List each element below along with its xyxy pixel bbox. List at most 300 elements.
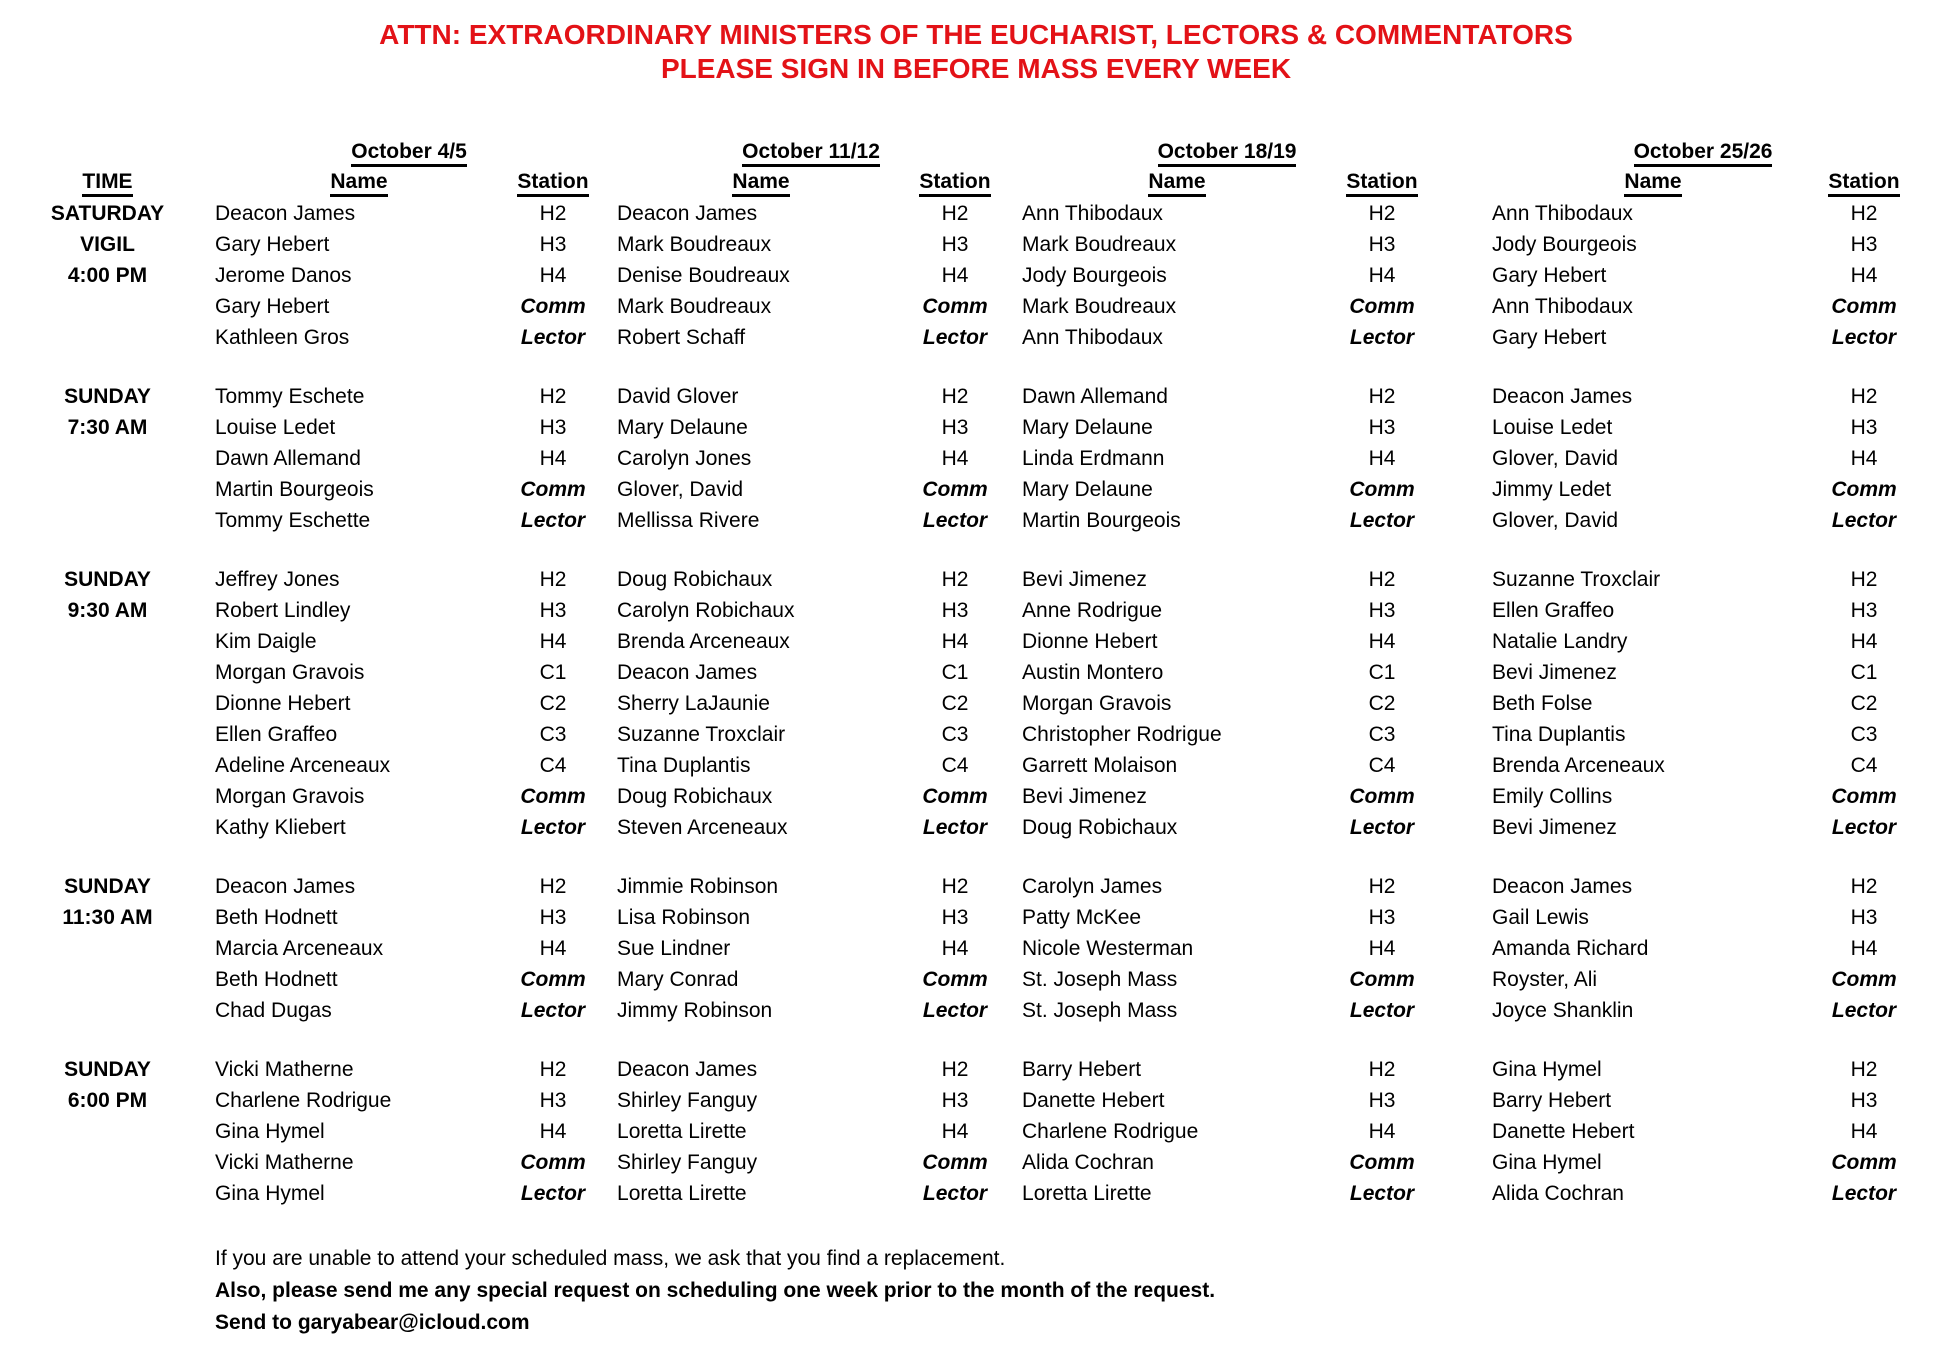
spacer-cell (1432, 474, 1492, 505)
spacer-cell (1914, 812, 1952, 843)
station-cell: C1 (1368, 660, 1396, 684)
spacer-cell (603, 1116, 617, 1147)
spacer-cell (1005, 812, 1022, 843)
spacer-cell (1005, 933, 1022, 964)
station-cell: Comm (520, 477, 586, 501)
ministers-schedule-table (0, 138, 1952, 1209)
spacer-cell (1005, 412, 1022, 443)
minister-name-cell: Jody Bourgeois (1022, 263, 1167, 287)
spacer-cell (1005, 1085, 1022, 1116)
minister-name-cell: Brenda Arceneaux (617, 629, 790, 653)
minister-name-cell: Anne Rodrigue (1022, 598, 1163, 622)
minister-name-cell: Danette Hebert (1492, 1119, 1635, 1143)
spacer-cell (1432, 995, 1492, 1026)
station-cell: H2 (539, 384, 567, 408)
minister-name-cell: Chad Dugas (215, 998, 332, 1022)
date-header-cell (1022, 138, 1432, 168)
spacer-cell (1005, 657, 1022, 688)
spacer-cell (603, 1054, 617, 1085)
station-cell: H3 (1850, 232, 1878, 256)
spacer-cell (603, 812, 617, 843)
spacer-cell (1914, 229, 1952, 260)
spacer-cell (1432, 198, 1492, 229)
spacer-cell (1914, 750, 1952, 781)
time-header-label: TIME (82, 171, 132, 197)
spacer-cell (1914, 1147, 1952, 1178)
station-cell: H2 (941, 201, 969, 225)
station-cell: Comm (520, 1150, 586, 1174)
schedule-row (0, 812, 1952, 843)
spacer-cell (1914, 719, 1952, 750)
spacer-cell (603, 1147, 617, 1178)
station-cell: H4 (941, 263, 969, 287)
spacer-cell (603, 1085, 617, 1116)
minister-name-cell: Bevi Jimenez (1022, 784, 1147, 808)
spacer-cell (0, 353, 1952, 381)
station-cell: C2 (1368, 691, 1396, 715)
minister-name-cell: Louise Ledet (215, 415, 336, 439)
minister-name-cell: Marcia Arceneaux (215, 936, 384, 960)
schedule-row (0, 750, 1952, 781)
spacer-cell (1005, 1147, 1022, 1178)
spacer-cell (1914, 1178, 1952, 1209)
station-cell: H2 (1850, 201, 1878, 225)
spacer-cell (603, 138, 617, 168)
schedule-row (0, 995, 1952, 1026)
minister-name-cell: Gary Hebert (1492, 325, 1607, 349)
date-header-label: October 18/19 (1158, 141, 1297, 167)
schedule-row (0, 1116, 1952, 1147)
station-cell: Comm (1831, 294, 1897, 318)
station-cell: H2 (539, 201, 567, 225)
spacer-cell (1432, 1116, 1492, 1147)
spacer-cell (1432, 871, 1492, 902)
spacer-cell (1432, 750, 1492, 781)
minister-name-cell: Dionne Hebert (1022, 629, 1158, 653)
minister-name-cell: Deacon James (617, 201, 758, 225)
spacer-cell (1432, 657, 1492, 688)
spacer-cell (1005, 260, 1022, 291)
minister-name-cell: Morgan Gravois (1022, 691, 1172, 715)
minister-name-cell: Mary Conrad (617, 967, 739, 991)
minister-name-cell: Glover, David (617, 477, 744, 501)
station-cell: H4 (941, 446, 969, 470)
spacer-cell (1432, 1147, 1492, 1178)
mass-time-cell: SUNDAY (64, 874, 151, 898)
schedule-row (0, 933, 1952, 964)
minister-name-cell: Dionne Hebert (215, 691, 351, 715)
minister-name-cell: Danette Hebert (1022, 1088, 1165, 1112)
station-cell: H2 (1368, 384, 1396, 408)
spacer-cell (1432, 229, 1492, 260)
minister-name-cell: Gary Hebert (1492, 263, 1607, 287)
station-cell: H2 (1368, 567, 1396, 591)
minister-name-cell: Gina Hymel (215, 1181, 325, 1205)
minister-name-cell: Beth Hodnett (215, 905, 338, 929)
minister-name-cell: Deacon James (215, 874, 356, 898)
minister-name-cell: Ann Thibodaux (1492, 294, 1633, 318)
station-cell: C2 (1850, 691, 1878, 715)
minister-name-cell: Mellissa Rivere (617, 508, 760, 532)
station-cell: H3 (1368, 905, 1396, 929)
station-cell: Lector (520, 998, 586, 1022)
spacer-cell (603, 564, 617, 595)
station-cell: C2 (941, 691, 969, 715)
station-cell: H4 (1368, 1119, 1396, 1143)
station-header-cell (1814, 168, 1914, 198)
station-cell: Lector (922, 325, 988, 349)
minister-name-cell: Charlene Rodrigue (215, 1088, 392, 1112)
station-cell: H3 (941, 415, 969, 439)
spacer-cell (1914, 781, 1952, 812)
mass-time-cell (0, 1147, 215, 1178)
spacer-cell (603, 412, 617, 443)
station-cell: C3 (1368, 722, 1396, 746)
mass-time-cell (0, 505, 215, 536)
spacer-cell (603, 871, 617, 902)
spacer-cell (1914, 443, 1952, 474)
spacer-cell (1432, 260, 1492, 291)
minister-name-cell: Jeffrey Jones (215, 567, 340, 591)
spacer-cell (1432, 1085, 1492, 1116)
minister-name-cell: Shirley Fanguy (617, 1088, 758, 1112)
minister-name-cell: Carolyn Robichaux (617, 598, 795, 622)
station-cell: H3 (1850, 1088, 1878, 1112)
minister-name-cell: Steven Arceneaux (617, 815, 788, 839)
minister-name-cell: Mary Delaune (617, 415, 748, 439)
spacer-cell (1005, 964, 1022, 995)
spacer-cell (1914, 260, 1952, 291)
minister-name-cell: Joyce Shanklin (1492, 998, 1634, 1022)
minister-name-cell: Gina Hymel (1492, 1057, 1602, 1081)
minister-name-cell: Dawn Allemand (215, 446, 361, 470)
station-cell: Comm (1349, 1150, 1415, 1174)
title-line-2: PLEASE SIGN IN BEFORE MASS EVERY WEEK (660, 53, 1292, 84)
station-cell: H3 (539, 598, 567, 622)
station-cell: H3 (539, 905, 567, 929)
spacer-cell (1914, 1085, 1952, 1116)
page-title (0, 0, 1952, 86)
name-header-label: Name (330, 171, 387, 197)
minister-name-cell: Gary Hebert (215, 294, 330, 318)
minister-name-cell: Emily Collins (1492, 784, 1613, 808)
spacer-cell (1005, 443, 1022, 474)
schedule-row (0, 657, 1952, 688)
spacer-cell (1914, 1116, 1952, 1147)
spacer-cell (1432, 138, 1492, 168)
spacer-cell (1432, 564, 1492, 595)
mass-time-cell (0, 964, 215, 995)
mass-time-cell: 9:30 AM (67, 598, 148, 622)
minister-name-cell: Linda Erdmann (1022, 446, 1165, 470)
station-cell: H4 (1368, 629, 1396, 653)
minister-name-cell: Bevi Jimenez (1022, 567, 1147, 591)
spacer-cell (1005, 781, 1022, 812)
mass-time-cell (0, 443, 215, 474)
minister-name-cell: Beth Folse (1492, 691, 1593, 715)
station-cell: Lector (1349, 508, 1415, 532)
name-header-label: Name (1624, 171, 1681, 197)
schedule-row (0, 1054, 1952, 1085)
minister-name-cell: Kathy Kliebert (215, 815, 346, 839)
minister-name-cell: Vicki Matherne (215, 1057, 354, 1081)
schedule-row (0, 902, 1952, 933)
minister-name-cell: Gina Hymel (1492, 1150, 1602, 1174)
minister-name-cell: Glover, David (1492, 446, 1619, 470)
station-cell: H3 (1850, 905, 1878, 929)
station-cell: Lector (922, 815, 988, 839)
spacer-cell (1914, 595, 1952, 626)
spacer-cell (603, 933, 617, 964)
spacer-cell (1005, 1116, 1022, 1147)
schedule-row (0, 871, 1952, 902)
station-cell: H3 (1368, 232, 1396, 256)
station-cell: Comm (1349, 967, 1415, 991)
station-cell: H2 (941, 567, 969, 591)
station-header-cell (503, 168, 603, 198)
spacer-cell (1914, 474, 1952, 505)
date-header-label: October 11/12 (742, 141, 880, 167)
block-gap-row (0, 536, 1952, 564)
spacer-cell (1432, 1178, 1492, 1209)
minister-name-cell: Ann Thibodaux (1022, 325, 1163, 349)
station-cell: H4 (539, 1119, 567, 1143)
spacer-cell (1005, 505, 1022, 536)
station-cell: H4 (1368, 446, 1396, 470)
minister-name-cell: Bevi Jimenez (1492, 815, 1617, 839)
name-header-cell (215, 168, 503, 198)
mass-time-cell: SUNDAY (64, 1057, 151, 1081)
spacer-cell (1432, 902, 1492, 933)
station-cell: C4 (1368, 753, 1396, 777)
station-cell: Lector (520, 1181, 586, 1205)
block-gap-row (0, 1026, 1952, 1054)
schedule-row (0, 198, 1952, 229)
minister-name-cell: Barry Hebert (1492, 1088, 1612, 1112)
station-cell: H4 (1368, 936, 1396, 960)
spacer-cell (603, 595, 617, 626)
station-cell: H3 (1368, 415, 1396, 439)
minister-name-cell: Morgan Gravois (215, 784, 365, 808)
minister-name-cell: Martin Bourgeois (1022, 508, 1181, 532)
spacer-cell (1432, 322, 1492, 353)
spacer-cell (1005, 995, 1022, 1026)
spacer-cell (1005, 322, 1022, 353)
station-cell: H2 (539, 1057, 567, 1081)
schedule-row (0, 291, 1952, 322)
minister-name-cell: Mark Boudreaux (617, 232, 772, 256)
station-cell: H2 (941, 1057, 969, 1081)
minister-name-cell: Suzanne Troxclair (1492, 567, 1661, 591)
schedule-row (0, 474, 1952, 505)
station-cell: C1 (539, 660, 567, 684)
spacer-cell (603, 902, 617, 933)
minister-name-cell: Charlene Rodrigue (1022, 1119, 1199, 1143)
minister-name-cell: Ellen Graffeo (1492, 598, 1615, 622)
minister-name-cell: Tommy Eschette (215, 508, 371, 532)
station-cell: H3 (539, 1088, 567, 1112)
station-cell: Lector (1349, 815, 1415, 839)
spacer-cell (1432, 291, 1492, 322)
station-cell: Lector (1831, 815, 1897, 839)
spacer-cell (1914, 381, 1952, 412)
date-header-row (0, 138, 1952, 168)
station-cell: Lector (1349, 1181, 1415, 1205)
minister-name-cell: Tommy Eschete (215, 384, 365, 408)
spacer-cell (603, 381, 617, 412)
minister-name-cell: St. Joseph Mass (1022, 998, 1178, 1022)
spacer-cell (1005, 595, 1022, 626)
minister-name-cell: Alida Cochran (1492, 1181, 1624, 1205)
spacer-cell (1432, 626, 1492, 657)
minister-name-cell: Deacon James (1492, 874, 1633, 898)
spacer-cell (1005, 564, 1022, 595)
spacer-cell (1005, 138, 1022, 168)
spacer-cell (1005, 626, 1022, 657)
spacer-cell (1432, 933, 1492, 964)
schedule-row (0, 1147, 1952, 1178)
mass-time-cell (0, 657, 215, 688)
mass-time-cell (0, 474, 215, 505)
minister-name-cell: Jimmie Robinson (617, 874, 779, 898)
minister-name-cell: Mark Boudreaux (1022, 232, 1177, 256)
station-cell: H3 (539, 232, 567, 256)
minister-name-cell: Alida Cochran (1022, 1150, 1154, 1174)
minister-name-cell: Doug Robichaux (617, 784, 773, 808)
mass-time-cell (0, 291, 215, 322)
station-cell: Comm (1349, 784, 1415, 808)
spacer-cell (1005, 719, 1022, 750)
station-cell: H4 (1850, 629, 1878, 653)
mass-time-cell (0, 719, 215, 750)
spacer-cell (1432, 505, 1492, 536)
spacer-cell (603, 168, 617, 198)
station-cell: Comm (922, 1150, 988, 1174)
spacer-cell (1432, 168, 1492, 198)
spacer-cell (603, 657, 617, 688)
spacer-cell (1914, 505, 1952, 536)
minister-name-cell: Robert Lindley (215, 598, 351, 622)
spacer-cell (1432, 719, 1492, 750)
schedule-row (0, 719, 1952, 750)
minister-name-cell: Amanda Richard (1492, 936, 1649, 960)
spacer-cell (1914, 657, 1952, 688)
minister-name-cell: Bevi Jimenez (1492, 660, 1617, 684)
station-cell: Comm (520, 784, 586, 808)
footer-line-1: If you are unable to attend your scheduled mass, we ask that you find a replacement. (215, 1247, 1006, 1270)
station-cell: H3 (941, 598, 969, 622)
station-cell: Lector (520, 815, 586, 839)
station-cell: H2 (941, 384, 969, 408)
spacer-cell (1914, 412, 1952, 443)
mass-time-cell: 4:00 PM (67, 263, 148, 287)
spacer-cell (1005, 474, 1022, 505)
spacer-cell (1432, 1054, 1492, 1085)
spacer-cell (1432, 781, 1492, 812)
spacer-cell (603, 688, 617, 719)
spacer-cell (603, 995, 617, 1026)
mass-time-cell (0, 995, 215, 1026)
spacer-cell (1914, 626, 1952, 657)
minister-name-cell: Loretta Lirette (1022, 1181, 1152, 1205)
station-cell: H4 (1850, 1119, 1878, 1143)
minister-name-cell: Mary Delaune (1022, 477, 1153, 501)
spacer-cell (1914, 688, 1952, 719)
station-cell: Comm (1349, 477, 1415, 501)
station-cell: Lector (1831, 1181, 1897, 1205)
spacer-cell (603, 1178, 617, 1209)
minister-name-cell: Brenda Arceneaux (1492, 753, 1665, 777)
spacer-cell (1914, 871, 1952, 902)
mass-time-cell (0, 322, 215, 353)
station-cell: H3 (1850, 598, 1878, 622)
station-cell: H4 (941, 936, 969, 960)
name-header-cell (1492, 168, 1814, 198)
station-cell: C4 (941, 753, 969, 777)
spacer-cell (1005, 198, 1022, 229)
minister-name-cell: Loretta Lirette (617, 1181, 747, 1205)
spacer-cell (603, 505, 617, 536)
minister-name-cell: Jody Bourgeois (1492, 232, 1637, 256)
station-cell: C2 (539, 691, 567, 715)
minister-name-cell: Deacon James (215, 201, 356, 225)
station-cell: Comm (922, 477, 988, 501)
column-header-row (0, 168, 1952, 198)
station-cell: H4 (539, 936, 567, 960)
spacer-cell (603, 198, 617, 229)
station-cell: H4 (1850, 936, 1878, 960)
schedule-row (0, 505, 1952, 536)
minister-name-cell: Carolyn James (1022, 874, 1163, 898)
schedule-row (0, 322, 1952, 353)
minister-name-cell: Mark Boudreaux (617, 294, 772, 318)
date-header-cell (617, 138, 1005, 168)
minister-name-cell: Austin Montero (1022, 660, 1164, 684)
block-gap-row (0, 353, 1952, 381)
minister-name-cell: St. Joseph Mass (1022, 967, 1178, 991)
mass-time-cell: SATURDAY (50, 201, 165, 225)
schedule-row (0, 381, 1952, 412)
schedule-row (0, 412, 1952, 443)
station-cell: H2 (941, 874, 969, 898)
minister-name-cell: Dawn Allemand (1022, 384, 1168, 408)
spacer-cell (603, 750, 617, 781)
schedule-row (0, 443, 1952, 474)
station-cell: Comm (1831, 1150, 1897, 1174)
station-cell: H2 (1850, 567, 1878, 591)
station-cell: H4 (1368, 263, 1396, 287)
date-header-cell (1492, 138, 1914, 168)
mass-time-cell (0, 1178, 215, 1209)
spacer-cell (1005, 168, 1022, 198)
name-header-cell (1022, 168, 1332, 198)
mass-time-cell: 6:00 PM (67, 1088, 148, 1112)
minister-name-cell: Tina Duplantis (617, 753, 751, 777)
minister-name-cell: Carolyn Jones (617, 446, 752, 470)
spacer-cell (0, 536, 1952, 564)
spacer-cell (603, 291, 617, 322)
minister-name-cell: Barry Hebert (1022, 1057, 1142, 1081)
spacer-cell (603, 626, 617, 657)
station-cell: Comm (922, 784, 988, 808)
minister-name-cell: Robert Schaff (617, 325, 746, 349)
spacer-cell (1005, 902, 1022, 933)
station-cell: H2 (1368, 201, 1396, 225)
station-cell: H4 (539, 629, 567, 653)
minister-name-cell: Jimmy Robinson (617, 998, 773, 1022)
schedule-row (0, 688, 1952, 719)
station-cell: Lector (1349, 325, 1415, 349)
